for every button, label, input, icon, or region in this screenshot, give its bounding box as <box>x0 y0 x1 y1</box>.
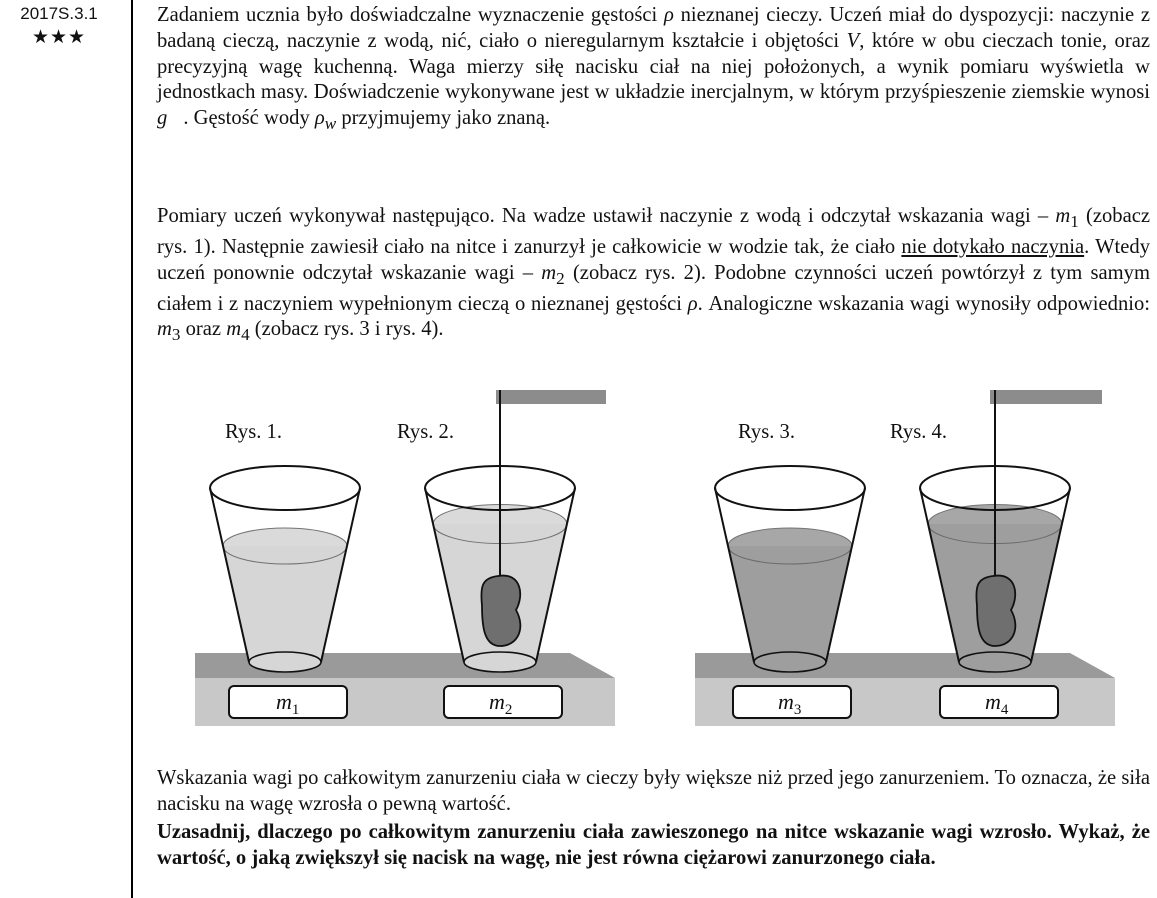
experiment-figure <box>150 388 1140 733</box>
text-run: Zadaniem ucznia było doświadczalne wyznaczenie gęstości <box>157 4 664 26</box>
text-run: Pomiary uczeń wykonywał następująco. Na wadze ustawił naczynie z wodą i odczytał wskazania wagi – <box>157 205 1056 227</box>
symbol-g-vector: g⃗ <box>157 107 184 130</box>
text-run: przyjmujemy jako znaną. <box>336 107 551 130</box>
underlined-phrase: nie dotykało naczynia <box>901 235 1085 258</box>
text-run: (zobacz rys. 2). Podobne czynności uczeń powtórzył z tym samym ciałem i z naczyniem wypełnionym cieczą o nieznanej gęstości <box>157 261 1150 315</box>
subscript-w: w <box>324 114 337 134</box>
symbol-m3: m <box>157 318 172 341</box>
text-run: nieznanej cieczy. Uczeń miał do dyspozycji: naczynie z badaną cieczą, naczynie z wodą, nić, ciało o nieregularnym kształcie i objętości <box>157 4 1150 52</box>
symbol-m4: m <box>226 318 242 341</box>
subscript-4: 4 <box>241 325 250 345</box>
subscript-3: 3 <box>171 325 181 345</box>
paragraph-observation: Wskazania wagi po całkowitym zanurzeniu ciała w cieczy były większe niż przed jego zanurzeniem. To oznacza, że siła nacisku na wagę wzrosła o pewną wartość. <box>157 767 1150 815</box>
symbol-rho: ρ <box>663 4 674 26</box>
paragraph-procedure <box>157 204 1150 348</box>
symbol-m1: m <box>1055 205 1071 227</box>
stand-arm-4 <box>990 390 1102 404</box>
text-run: , które w obu cieczach tonie, oraz precyzyjną wagę kuchenną. Waga mierzy siłę nacisku ciał na niej położonych, a wynik pomiaru wyświetla w jednostkach masy. Doświadczenie wykonywane jest w układzie inercjalnym, w którym przyśpieszenie ziemskie wynosi <box>157 29 1150 104</box>
text-run: . Analogiczne wskazania wagi wynosiły odpowiednio: <box>697 292 1150 315</box>
display-m4-label: $m_4$ <box>985 689 1009 718</box>
text-run: . Gęstość wody <box>183 107 315 130</box>
beaker-rim-1 <box>210 466 360 510</box>
text-run: (zobacz rys. 1). Następnie zawiesił ciało na nitce i zanurzył je całkowicie w wodzie tak, że ciało <box>157 205 1150 258</box>
label-rys-3: Rys. 3. <box>738 421 795 443</box>
subscript-1: 1 <box>1070 212 1079 232</box>
text-run: . Wtedy uczeń ponownie odczytał wskazanie wagi – <box>157 235 1150 284</box>
task-meta <box>0 2 118 50</box>
immersed-body-2 <box>481 576 520 646</box>
display-m2-label: $m_2$ <box>489 689 513 718</box>
difficulty-stars: ★★★ <box>31 27 87 48</box>
margin-divider <box>131 0 133 898</box>
label-rys-4: Rys. 4. <box>890 421 947 443</box>
task-code: 2017S.3.1 <box>20 4 98 23</box>
subscript-2: 2 <box>556 268 565 288</box>
symbol-rho: ρ <box>687 292 698 315</box>
paragraph-intro <box>157 3 1150 137</box>
symbol-v: V <box>846 29 860 52</box>
display-m1-label: $m_1$ <box>276 689 300 718</box>
beaker-rim-3 <box>715 466 865 510</box>
symbol-m2: m <box>541 261 557 284</box>
text-run: oraz <box>180 318 227 341</box>
label-rys-1: Rys. 1. <box>225 421 282 443</box>
symbol-rho-w: ρ <box>314 107 325 130</box>
label-rys-2: Rys. 2. <box>397 421 454 443</box>
text-run: (zobacz rys. 3 i rys. 4). <box>249 318 444 341</box>
display-m3-label: $m_3$ <box>778 689 802 718</box>
immersed-body-4 <box>976 576 1015 646</box>
paragraph-question: Uzasadnij, dlaczego po całkowitym zanurzeniu ciała zawieszonego na nitce wskazanie wagi wzrosło. Wykaż, że wartość, o jaką zwiększył się nacisk na wagę, nie jest równa ciężarowi zanurzonego ciała. <box>157 821 1150 869</box>
liquid-surface-1 <box>223 528 347 564</box>
stand-arm-2 <box>496 390 606 404</box>
liquid-surface-3 <box>728 528 852 564</box>
